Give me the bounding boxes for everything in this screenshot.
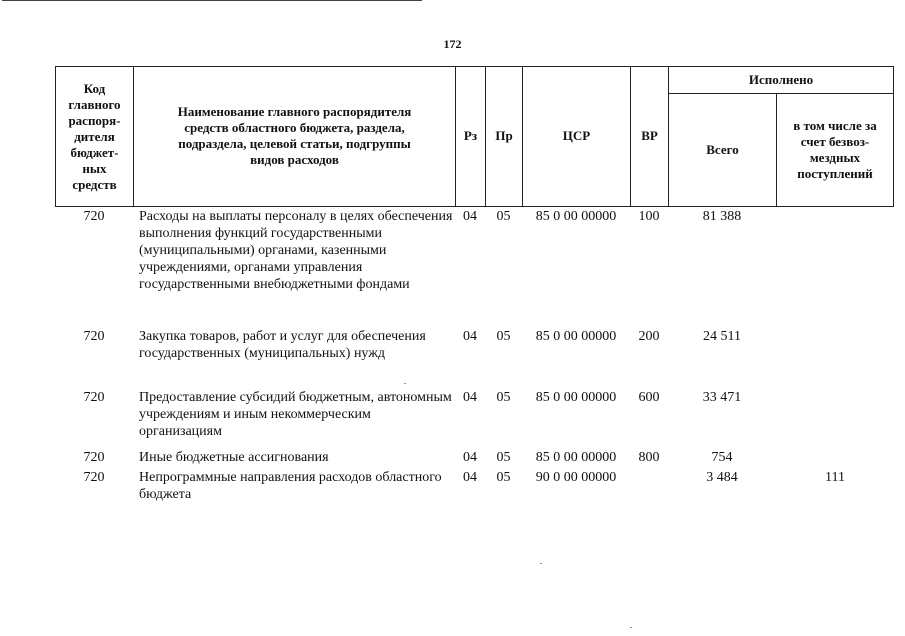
cell-code: 720: [83, 470, 105, 485]
cell-pr: 05: [496, 209, 511, 224]
cell-name: Непрограммные направления расходов областного бюджета: [139, 470, 442, 502]
cell-code: 720: [83, 329, 105, 344]
header-code: Код главного распоря- дителя бюджет- ных средств: [68, 81, 121, 192]
header-csr: ЦСР: [562, 128, 591, 143]
cell-vr: 600: [638, 390, 660, 405]
header-vr: ВР: [641, 128, 658, 143]
cell-free: 111: [825, 470, 845, 485]
header-free: в том числе за счет безвоз- мездных поступлений: [793, 118, 877, 181]
cell-rz: 04: [463, 209, 477, 224]
cell-total: 81 388: [702, 209, 742, 224]
cell-code: 720: [83, 450, 105, 465]
cell-total: 3 484: [706, 470, 738, 485]
scan-speck: [630, 627, 632, 628]
header-rz: Рз: [463, 128, 478, 143]
cell-csr: 85 0 00 00000: [535, 209, 617, 224]
table-header: [55, 66, 894, 207]
cell-vr: 800: [638, 450, 660, 465]
cell-vr: 200: [638, 329, 660, 344]
scan-speck: [540, 563, 542, 564]
header-pr: Пр: [495, 128, 513, 143]
cell-name: Расходы на выплаты персоналу в целях обеспечения выполнения функций государственными (муниципальными) органами, казенными учреждениями, органами управления государственными внебюджетными фондами: [139, 209, 453, 292]
cell-total: 24 511: [703, 329, 741, 344]
cell-pr: 05: [496, 329, 511, 344]
cell-pr: 05: [496, 390, 511, 405]
cell-rz: 04: [463, 329, 477, 344]
cell-csr: 85 0 00 00000: [535, 390, 617, 405]
cell-rz: 04: [463, 390, 477, 405]
page-number: 172: [443, 37, 462, 51]
cell-code: 720: [83, 209, 105, 224]
col-divider: [893, 66, 894, 207]
cell-pr: 05: [496, 450, 511, 465]
cell-csr: 90 0 00 00000: [535, 470, 617, 485]
scan-speck: [404, 383, 406, 384]
header-bottom-border: [55, 206, 894, 207]
cell-rz: 04: [463, 450, 477, 465]
cell-total: 33 471: [702, 390, 742, 405]
cell-csr: 85 0 00 00000: [535, 329, 617, 344]
cell-total: 754: [711, 450, 733, 465]
cell-pr: 05: [496, 470, 511, 485]
cell-code: 720: [83, 390, 105, 405]
cell-name: Закупка товаров, работ и услуг для обеспечения государственных (муниципальных) нужд: [139, 329, 426, 361]
cell-csr: 85 0 00 00000: [535, 450, 617, 465]
header-total: Всего: [706, 142, 739, 157]
cell-vr: 100: [638, 209, 660, 224]
top-rule: [2, 0, 422, 1]
cell-name: Иные бюджетные ассигнования: [139, 450, 329, 465]
cell-name: Предоставление субсидий бюджетным, автономным учреждениям и иным некоммерческим организациям: [139, 390, 452, 439]
cell-rz: 04: [463, 470, 477, 485]
header-executed: Исполнено: [748, 71, 814, 87]
header-name: Наименование главного распорядителя средств областного бюджета, раздела, подраздела, целевой статьи, подгруппы видов расходов: [177, 104, 412, 167]
